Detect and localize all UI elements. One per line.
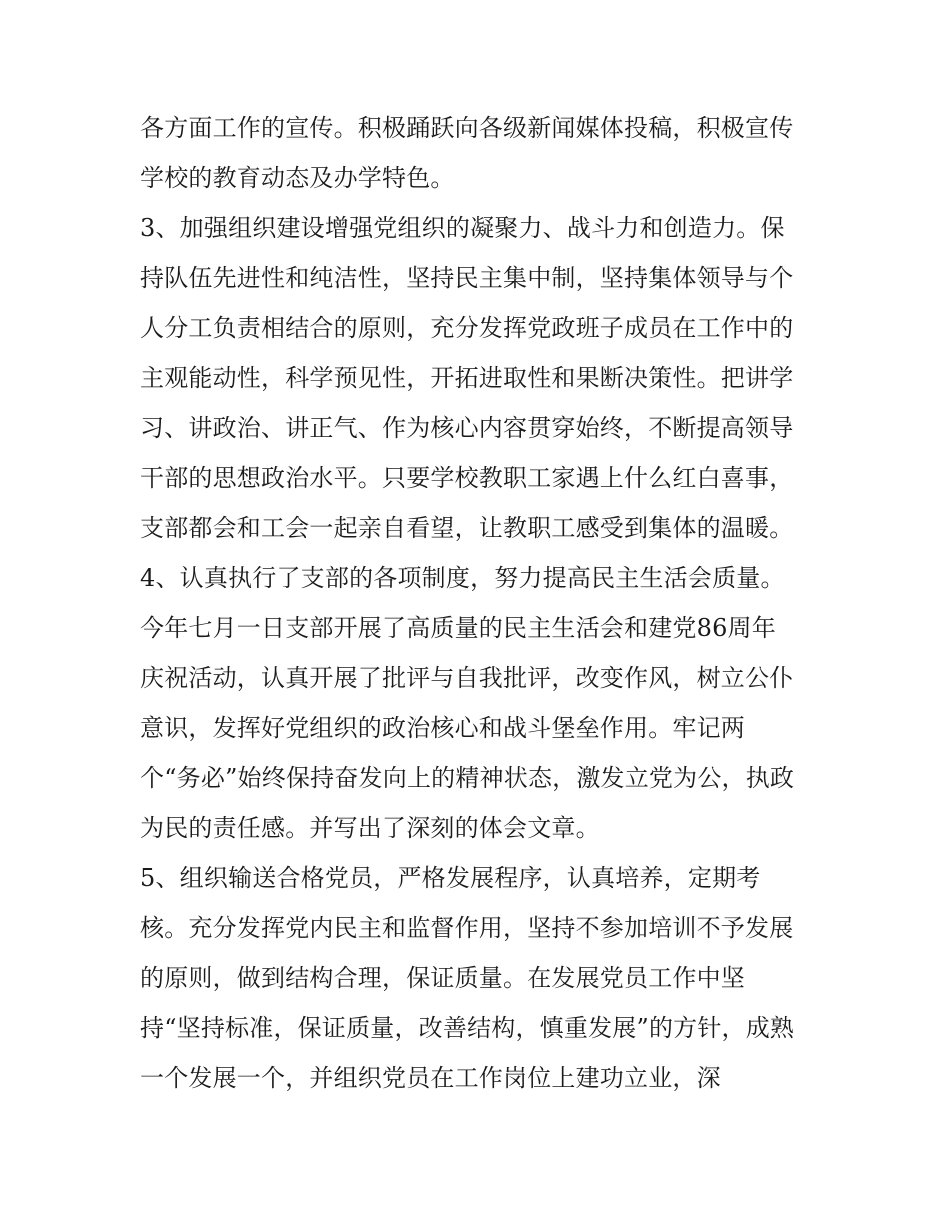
text-line-6: 主观能动性，科学预见性，开拓进取性和果断决策性。把讲学 <box>140 364 794 392</box>
text-line-17: 核。充分发挥党内民主和监督作用，坚持不参加培训不予发展 <box>140 914 794 942</box>
text-line-5: 人分工负责相结合的原则，充分发挥党政班子成员在工作中的 <box>140 314 794 342</box>
text-line-20: 一个发展一个，并组织党员在工作岗位上建功立业，深 <box>140 1064 721 1092</box>
text-line-10: 4、认真执行了支部的各项制度，努力提高民主生活会质量。 <box>140 564 785 592</box>
text-line-3: 3、加强组织建设增强党组织的凝聚力、战斗力和创造力。保 <box>140 214 785 242</box>
text-line-7: 习、讲政治、讲正气、作为核心内容贯穿始终，不断提高领导 <box>140 414 794 442</box>
text-line-11: 今年七月一日支部开展了高质量的民主生活会和建党86周年 <box>140 614 776 642</box>
text-line-12: 庆祝活动，认真开展了批评与自我批评，改变作风，树立公仆 <box>140 664 794 692</box>
text-line-2: 学校的教育动态及办学特色。 <box>140 164 455 192</box>
text-line-8: 干部的思想政治水平。只要学校教职工家遇上什么红白喜事， <box>140 464 794 492</box>
text-line-15: 为民的责任感。并写出了深刻的体会文章。 <box>140 814 600 842</box>
text-line-19: 持“坚持标准，保证质量，改善结构，慎重发展”的方针，成熟 <box>140 1014 795 1042</box>
text-line-1: 各方面工作的宣传。积极踊跃向各级新闻媒体投稿，积极宣传 <box>140 114 794 142</box>
text-line-14: 个“务必”始终保持奋发向上的精神状态，激发立党为公，执政 <box>140 764 795 792</box>
text-line-18: 的原则，做到结构合理，保证质量。在发展党员工作中坚 <box>140 964 745 992</box>
body-text <box>140 103 840 1103</box>
text-line-4: 持队伍先进性和纯洁性，坚持民主集中制，坚持集体领导与个 <box>140 264 794 292</box>
text-line-9: 支部都会和工会一起亲自看望，让教职工感受到集体的温暖。 <box>140 514 794 542</box>
text-line-13: 意识，发挥好党组织的政治核心和战斗堡垒作用。牢记两 <box>140 714 745 742</box>
text-line-16: 5、组织输送合格党员，严格发展程序，认真培养，定期考 <box>140 864 761 892</box>
